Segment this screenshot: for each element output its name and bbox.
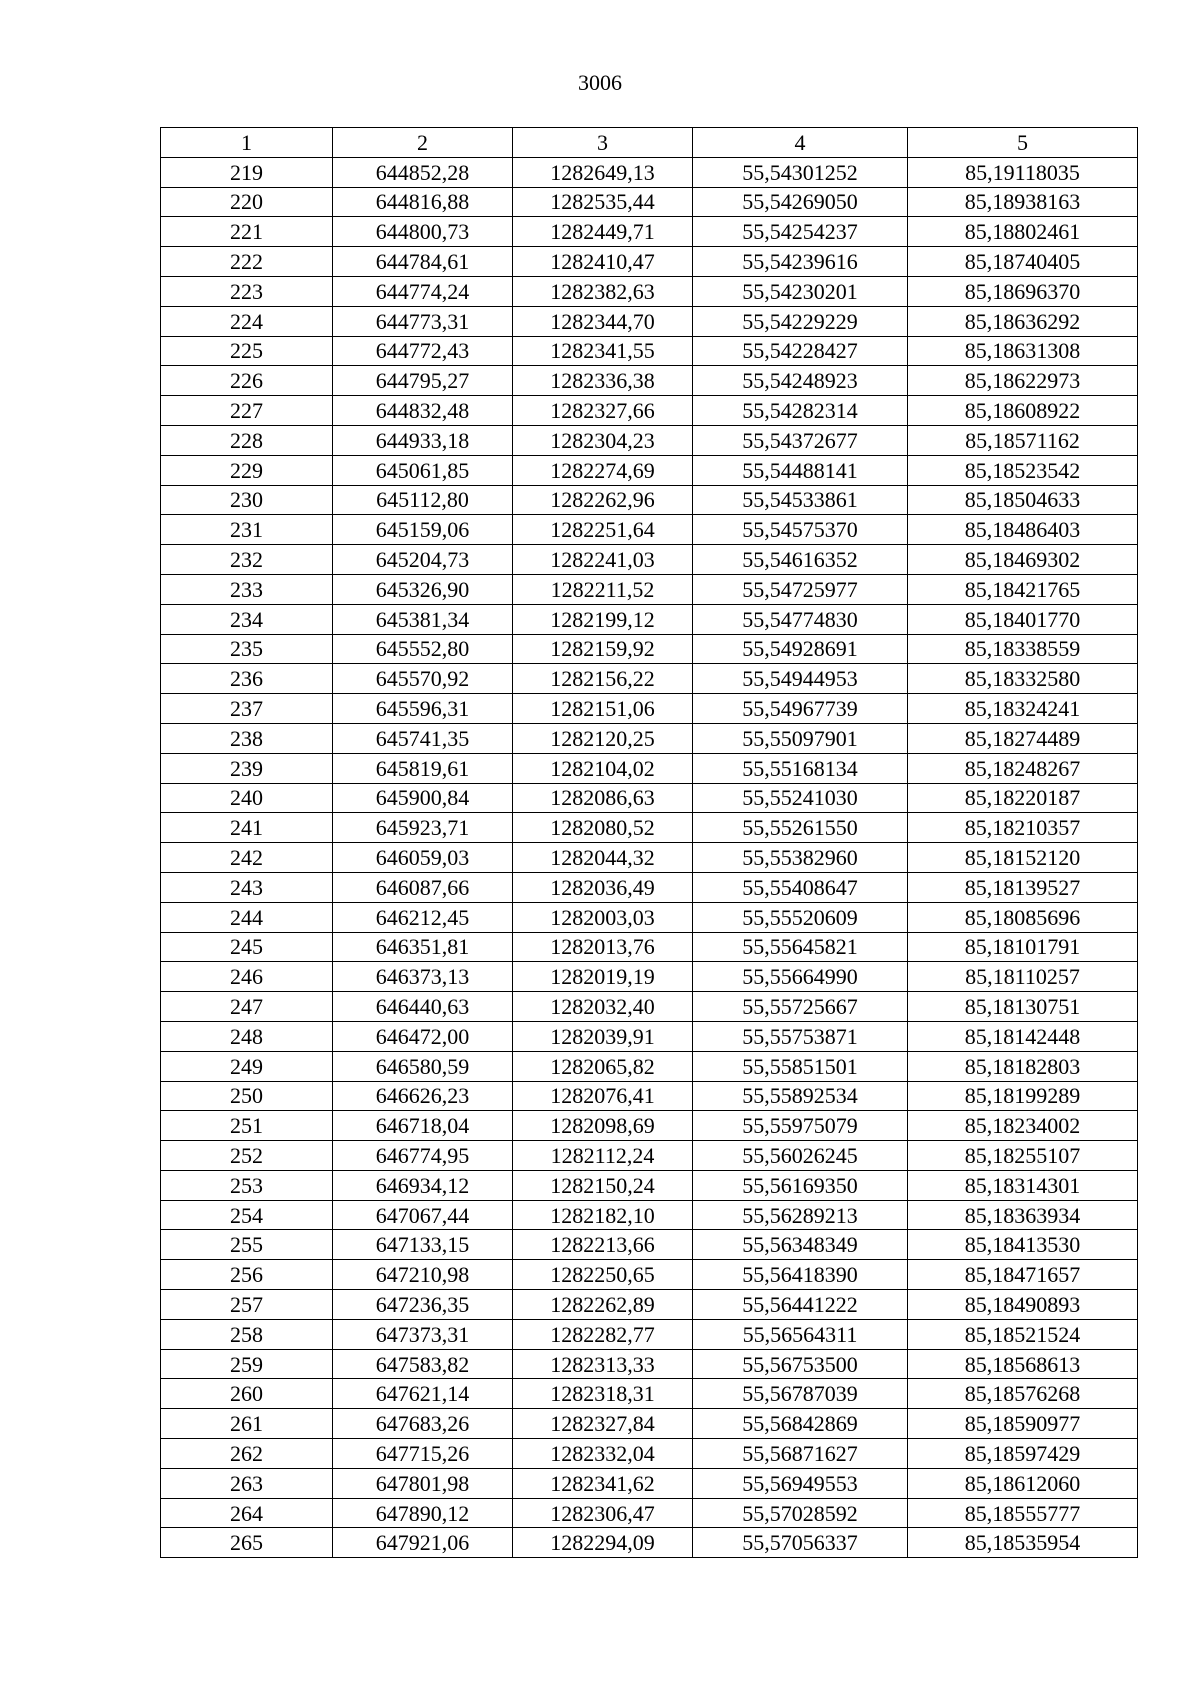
table-cell: 236: [161, 664, 333, 694]
table-cell: 55,55975079: [693, 1111, 908, 1141]
table-row: [161, 1409, 1138, 1439]
table-cell: 1282306,47: [513, 1498, 693, 1528]
table-cell: 645204,73: [333, 545, 513, 575]
table-row: [161, 843, 1138, 873]
table-cell: 55,54944953: [693, 664, 908, 694]
table-header: [161, 128, 1138, 158]
table-cell: 1282294,09: [513, 1528, 693, 1558]
table-cell: 55,56169350: [693, 1170, 908, 1200]
table-cell: 647210,98: [333, 1260, 513, 1290]
table-cell: 1282039,91: [513, 1021, 693, 1051]
table-cell: 1282199,12: [513, 604, 693, 634]
table-cell: 55,56787039: [693, 1379, 908, 1409]
table-cell: 55,55241030: [693, 783, 908, 813]
column-header-3: 3: [513, 128, 693, 158]
table-cell: 55,55382960: [693, 843, 908, 873]
table-cell: 644795,27: [333, 366, 513, 396]
table-cell: 85,18274489: [908, 723, 1138, 753]
table-row: [161, 366, 1138, 396]
table-cell: 85,18568613: [908, 1349, 1138, 1379]
table-cell: 223: [161, 276, 333, 306]
table-cell: 1282104,02: [513, 753, 693, 783]
table-cell: 647921,06: [333, 1528, 513, 1558]
table-cell: 250: [161, 1081, 333, 1111]
table-cell: 55,54254237: [693, 217, 908, 247]
table-cell: 55,54725977: [693, 574, 908, 604]
table-cell: 1282182,10: [513, 1200, 693, 1230]
table-cell: 647067,44: [333, 1200, 513, 1230]
table-cell: 85,18413530: [908, 1230, 1138, 1260]
table-cell: 646440,63: [333, 992, 513, 1022]
table-cell: 55,54269050: [693, 187, 908, 217]
table-cell: 243: [161, 872, 333, 902]
table-cell: 85,18622973: [908, 366, 1138, 396]
table-row: [161, 1111, 1138, 1141]
table-cell: 644784,61: [333, 247, 513, 277]
table-cell: 85,18255107: [908, 1141, 1138, 1171]
table-cell: 1282382,63: [513, 276, 693, 306]
table-cell: 644800,73: [333, 217, 513, 247]
table-cell: 644816,88: [333, 187, 513, 217]
table-cell: 1282262,96: [513, 485, 693, 515]
table-row: [161, 1349, 1138, 1379]
table-cell: 1282151,06: [513, 694, 693, 724]
table-cell: 85,18521524: [908, 1319, 1138, 1349]
table-row: [161, 902, 1138, 932]
table-row: [161, 187, 1138, 217]
table-cell: 645596,31: [333, 694, 513, 724]
table-cell: 1282098,69: [513, 1111, 693, 1141]
table-cell: 55,55520609: [693, 902, 908, 932]
table-cell: 646580,59: [333, 1051, 513, 1081]
table-cell: 85,18490893: [908, 1290, 1138, 1320]
table-row: [161, 813, 1138, 843]
table-cell: 55,56026245: [693, 1141, 908, 1171]
table-cell: 647621,14: [333, 1379, 513, 1409]
table-cell: 1282003,03: [513, 902, 693, 932]
table-cell: 1282211,52: [513, 574, 693, 604]
table-cell: 647373,31: [333, 1319, 513, 1349]
table-row: [161, 455, 1138, 485]
table-cell: 85,18248267: [908, 753, 1138, 783]
table-cell: 235: [161, 634, 333, 664]
table-cell: 644832,48: [333, 396, 513, 426]
table-cell: 85,18608922: [908, 396, 1138, 426]
table-cell: 1282332,04: [513, 1439, 693, 1469]
table-row: [161, 515, 1138, 545]
table-cell: 645923,71: [333, 813, 513, 843]
table-cell: 646059,03: [333, 843, 513, 873]
table-cell: 55,55097901: [693, 723, 908, 753]
table-cell: 55,54774830: [693, 604, 908, 634]
table-cell: 85,18338559: [908, 634, 1138, 664]
table-cell: 1282327,84: [513, 1409, 693, 1439]
table-cell: 55,55725667: [693, 992, 908, 1022]
table-cell: 256: [161, 1260, 333, 1290]
table-row: [161, 1260, 1138, 1290]
table-cell: 85,18636292: [908, 306, 1138, 336]
table-cell: 644774,24: [333, 276, 513, 306]
table-row: [161, 1200, 1138, 1230]
table-cell: 55,56564311: [693, 1319, 908, 1349]
table-cell: 1282341,62: [513, 1468, 693, 1498]
table-cell: 1282274,69: [513, 455, 693, 485]
table-cell: 645570,92: [333, 664, 513, 694]
table-cell: 85,18210357: [908, 813, 1138, 843]
table-cell: 1282159,92: [513, 634, 693, 664]
header-row: [161, 128, 1138, 158]
table-row: [161, 396, 1138, 426]
table-cell: 645159,06: [333, 515, 513, 545]
column-header-2: 2: [333, 128, 513, 158]
table-cell: 85,19118035: [908, 157, 1138, 187]
table-cell: 85,18110257: [908, 962, 1138, 992]
table-cell: 258: [161, 1319, 333, 1349]
table-cell: 1282076,41: [513, 1081, 693, 1111]
table-cell: 259: [161, 1349, 333, 1379]
table-cell: 1282213,66: [513, 1230, 693, 1260]
table-row: [161, 1051, 1138, 1081]
table-cell: 249: [161, 1051, 333, 1081]
table-cell: 55,55168134: [693, 753, 908, 783]
table-cell: 55,55851501: [693, 1051, 908, 1081]
table-cell: 85,18535954: [908, 1528, 1138, 1558]
table-cell: 85,18504633: [908, 485, 1138, 515]
table-row: [161, 157, 1138, 187]
table-cell: 230: [161, 485, 333, 515]
table-cell: 55,56348349: [693, 1230, 908, 1260]
table-cell: 225: [161, 336, 333, 366]
table-cell: 85,18938163: [908, 187, 1138, 217]
table-cell: 245: [161, 932, 333, 962]
table-cell: 55,56842869: [693, 1409, 908, 1439]
table-cell: 85,18332580: [908, 664, 1138, 694]
table-cell: 240: [161, 783, 333, 813]
table-cell: 55,54230201: [693, 276, 908, 306]
table-row: [161, 1468, 1138, 1498]
table-row: [161, 723, 1138, 753]
table-cell: 85,18234002: [908, 1111, 1138, 1141]
table-cell: 55,56949553: [693, 1468, 908, 1498]
table-cell: 1282410,47: [513, 247, 693, 277]
table-cell: 222: [161, 247, 333, 277]
table-row: [161, 1379, 1138, 1409]
table-cell: 85,18220187: [908, 783, 1138, 813]
table-cell: 645061,85: [333, 455, 513, 485]
table-cell: 55,54372677: [693, 425, 908, 455]
table-cell: 646087,66: [333, 872, 513, 902]
table-cell: 232: [161, 545, 333, 575]
table-cell: 1282013,76: [513, 932, 693, 962]
table-cell: 237: [161, 694, 333, 724]
table-cell: 646351,81: [333, 932, 513, 962]
table-cell: 264: [161, 1498, 333, 1528]
table-cell: 85,18182803: [908, 1051, 1138, 1081]
table-row: [161, 1021, 1138, 1051]
table-cell: 257: [161, 1290, 333, 1320]
table-row: [161, 306, 1138, 336]
table-row: [161, 634, 1138, 664]
table-cell: 1282080,52: [513, 813, 693, 843]
table-row: [161, 1230, 1138, 1260]
table-cell: 1282535,44: [513, 187, 693, 217]
table-cell: 644933,18: [333, 425, 513, 455]
table-cell: 55,54967739: [693, 694, 908, 724]
table-cell: 85,18085696: [908, 902, 1138, 932]
table-cell: 1282649,13: [513, 157, 693, 187]
table-cell: 647890,12: [333, 1498, 513, 1528]
table-cell: 251: [161, 1111, 333, 1141]
table-cell: 241: [161, 813, 333, 843]
table-cell: 254: [161, 1200, 333, 1230]
table-row: [161, 1439, 1138, 1469]
table-cell: 85,18152120: [908, 843, 1138, 873]
table-cell: 261: [161, 1409, 333, 1439]
table-cell: 55,54248923: [693, 366, 908, 396]
table-cell: 85,18324241: [908, 694, 1138, 724]
table-cell: 645326,90: [333, 574, 513, 604]
table-cell: 55,55753871: [693, 1021, 908, 1051]
table-cell: 1282304,23: [513, 425, 693, 455]
table-cell: 85,18590977: [908, 1409, 1138, 1439]
table-cell: 85,18740405: [908, 247, 1138, 277]
table-cell: 1282019,19: [513, 962, 693, 992]
table-row: [161, 962, 1138, 992]
table-cell: 248: [161, 1021, 333, 1051]
table-cell: 255: [161, 1230, 333, 1260]
table-cell: 55,55664990: [693, 962, 908, 992]
table-cell: 85,18571162: [908, 425, 1138, 455]
table-cell: 227: [161, 396, 333, 426]
table-row: [161, 1141, 1138, 1171]
table-cell: 55,54616352: [693, 545, 908, 575]
table-cell: 55,56441222: [693, 1290, 908, 1320]
table-cell: 55,54282314: [693, 396, 908, 426]
table-row: [161, 872, 1138, 902]
table-body: [161, 157, 1138, 1557]
table-cell: 85,18802461: [908, 217, 1138, 247]
table-cell: 646718,04: [333, 1111, 513, 1141]
table-cell: 1282282,77: [513, 1319, 693, 1349]
table-cell: 647236,35: [333, 1290, 513, 1320]
table-cell: 85,18139527: [908, 872, 1138, 902]
table-cell: 85,18555777: [908, 1498, 1138, 1528]
table-cell: 233: [161, 574, 333, 604]
table-cell: 1282341,55: [513, 336, 693, 366]
table-cell: 55,55645821: [693, 932, 908, 962]
table-cell: 85,18576268: [908, 1379, 1138, 1409]
table-cell: 263: [161, 1468, 333, 1498]
column-header-5: 5: [908, 128, 1138, 158]
table-cell: 55,55408647: [693, 872, 908, 902]
table-cell: 646212,45: [333, 902, 513, 932]
table-cell: 252: [161, 1141, 333, 1171]
table-cell: 644772,43: [333, 336, 513, 366]
table-cell: 1282318,31: [513, 1379, 693, 1409]
table-cell: 229: [161, 455, 333, 485]
table-row: [161, 1290, 1138, 1320]
table-cell: 219: [161, 157, 333, 187]
table-cell: 1282032,40: [513, 992, 693, 1022]
table-row: [161, 545, 1138, 575]
table-cell: 1282065,82: [513, 1051, 693, 1081]
table-cell: 645381,34: [333, 604, 513, 634]
table-cell: 220: [161, 187, 333, 217]
table-cell: 244: [161, 902, 333, 932]
table-cell: 647133,15: [333, 1230, 513, 1260]
table-cell: 647583,82: [333, 1349, 513, 1379]
table-cell: 55,56289213: [693, 1200, 908, 1230]
table-cell: 647683,26: [333, 1409, 513, 1439]
table-cell: 1282313,33: [513, 1349, 693, 1379]
table-cell: 55,54488141: [693, 455, 908, 485]
table-cell: 85,18471657: [908, 1260, 1138, 1290]
table-row: [161, 1319, 1138, 1349]
table-cell: 55,56418390: [693, 1260, 908, 1290]
table-row: [161, 217, 1138, 247]
table-cell: 647715,26: [333, 1439, 513, 1469]
table-cell: 645819,61: [333, 753, 513, 783]
table-cell: 228: [161, 425, 333, 455]
table-cell: 85,18314301: [908, 1170, 1138, 1200]
table-row: [161, 1081, 1138, 1111]
table-cell: 247: [161, 992, 333, 1022]
table-cell: 253: [161, 1170, 333, 1200]
table-cell: 1282344,70: [513, 306, 693, 336]
table-cell: 55,55892534: [693, 1081, 908, 1111]
table-cell: 85,18101791: [908, 932, 1138, 962]
table-cell: 85,18130751: [908, 992, 1138, 1022]
table-cell: 55,54575370: [693, 515, 908, 545]
table-cell: 246: [161, 962, 333, 992]
table-row: [161, 783, 1138, 813]
table-cell: 85,18486403: [908, 515, 1138, 545]
table-cell: 644773,31: [333, 306, 513, 336]
table-cell: 1282241,03: [513, 545, 693, 575]
table-cell: 1282150,24: [513, 1170, 693, 1200]
table-cell: 55,55261550: [693, 813, 908, 843]
page-number: 3006: [578, 70, 622, 95]
table-cell: 1282251,64: [513, 515, 693, 545]
table-cell: 1282120,25: [513, 723, 693, 753]
table-row: [161, 1528, 1138, 1558]
table-cell: 645112,80: [333, 485, 513, 515]
table-row: [161, 336, 1138, 366]
table-cell: 1282449,71: [513, 217, 693, 247]
table-cell: 224: [161, 306, 333, 336]
column-header-4: 4: [693, 128, 908, 158]
table-cell: 55,54239616: [693, 247, 908, 277]
table-cell: 238: [161, 723, 333, 753]
table-cell: 645741,35: [333, 723, 513, 753]
table-row: [161, 992, 1138, 1022]
table-cell: 1282262,89: [513, 1290, 693, 1320]
column-header-1: 1: [161, 128, 333, 158]
table-cell: 55,57028592: [693, 1498, 908, 1528]
table-cell: 644852,28: [333, 157, 513, 187]
table-cell: 55,54533861: [693, 485, 908, 515]
table-cell: 1282112,24: [513, 1141, 693, 1171]
table-cell: 234: [161, 604, 333, 634]
table-row: [161, 1498, 1138, 1528]
table-row: [161, 753, 1138, 783]
table-row: [161, 425, 1138, 455]
table-cell: 1282086,63: [513, 783, 693, 813]
table-cell: 1282044,32: [513, 843, 693, 873]
coordinates-table: [160, 127, 1138, 1558]
table-cell: 85,18523542: [908, 455, 1138, 485]
table-cell: 55,54229229: [693, 306, 908, 336]
table-row: [161, 1170, 1138, 1200]
table-cell: 1282156,22: [513, 664, 693, 694]
table-cell: 55,54301252: [693, 157, 908, 187]
table-cell: 1282327,66: [513, 396, 693, 426]
table-cell: 85,18469302: [908, 545, 1138, 575]
table-row: [161, 485, 1138, 515]
table-cell: 231: [161, 515, 333, 545]
table-cell: 242: [161, 843, 333, 873]
table-cell: 85,18421765: [908, 574, 1138, 604]
table-cell: 646472,00: [333, 1021, 513, 1051]
table-row: [161, 664, 1138, 694]
table-cell: 646626,23: [333, 1081, 513, 1111]
table-cell: 645552,80: [333, 634, 513, 664]
table-row: [161, 604, 1138, 634]
table-cell: 221: [161, 217, 333, 247]
table-cell: 646774,95: [333, 1141, 513, 1171]
table-cell: 1282336,38: [513, 366, 693, 396]
table-cell: 262: [161, 1439, 333, 1469]
table-cell: 645900,84: [333, 783, 513, 813]
table-cell: 646373,13: [333, 962, 513, 992]
table-cell: 239: [161, 753, 333, 783]
table-cell: 85,18696370: [908, 276, 1138, 306]
table-row: [161, 694, 1138, 724]
table-cell: 85,18597429: [908, 1439, 1138, 1469]
table-cell: 55,57056337: [693, 1528, 908, 1558]
table-cell: 1282250,65: [513, 1260, 693, 1290]
table-cell: 1282036,49: [513, 872, 693, 902]
table-cell: 55,56871627: [693, 1439, 908, 1469]
table-cell: 55,54928691: [693, 634, 908, 664]
table-cell: 55,56753500: [693, 1349, 908, 1379]
table-cell: 85,18631308: [908, 336, 1138, 366]
table-cell: 85,18199289: [908, 1081, 1138, 1111]
table-cell: 647801,98: [333, 1468, 513, 1498]
table-row: [161, 276, 1138, 306]
table-cell: 646934,12: [333, 1170, 513, 1200]
table-cell: 85,18363934: [908, 1200, 1138, 1230]
table-cell: 85,18612060: [908, 1468, 1138, 1498]
table-cell: 226: [161, 366, 333, 396]
table-row: [161, 574, 1138, 604]
table-row: [161, 932, 1138, 962]
table-cell: 85,18401770: [908, 604, 1138, 634]
table-cell: 265: [161, 1528, 333, 1558]
table-cell: 55,54228427: [693, 336, 908, 366]
table-row: [161, 247, 1138, 277]
table-cell: 260: [161, 1379, 333, 1409]
table-cell: 85,18142448: [908, 1021, 1138, 1051]
